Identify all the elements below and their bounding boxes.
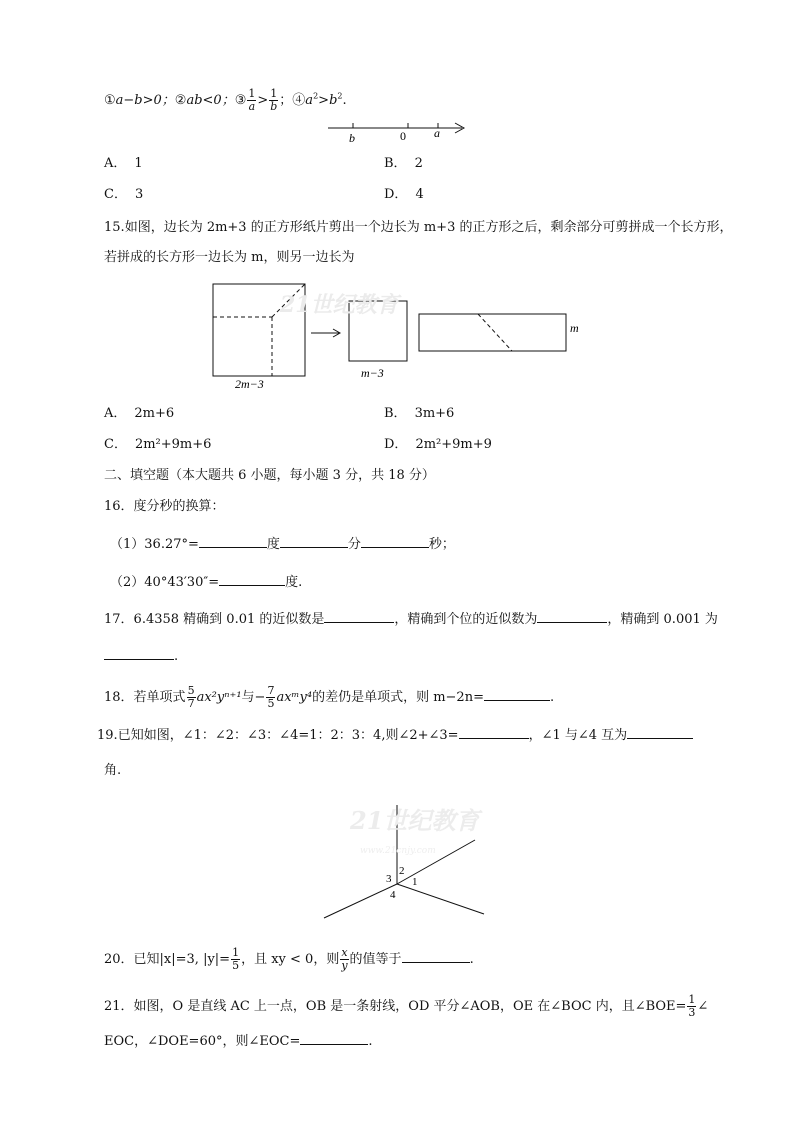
q16-part-1 [110, 533, 455, 554]
q16-p1-blank-sec[interactable] [361, 533, 429, 548]
watermark-text: 21世纪教育 [280, 292, 399, 318]
q15-figure [208, 280, 598, 390]
number-line-label-b: b [349, 131, 355, 145]
q20-frac-x-y: $\frac{x}{y}$ [341, 946, 348, 972]
watermark-q15 [280, 292, 399, 318]
q21-text-1: 如图，O 是直线 AC 上一点，OB 是一条射线，OD 平分∠AOB，OE 在∠BOC 内，且∠BOE= [133, 999, 687, 1014]
q18-frac-5-7: $\frac{5}{7}$ [187, 684, 195, 710]
option-value: 2m²+9m+6 [134, 437, 212, 452]
q21-text-2: EOC，∠DOE=60°，则∠EOC= [104, 1034, 301, 1049]
q16-p1-unit-sec: 秒； [428, 537, 455, 552]
q15-option-d[interactable] [384, 436, 492, 454]
q14-s1-marker: ① [104, 93, 116, 108]
q19-text-1: 已知如图，∠1：∠2：∠3：∠4=1：2：3：4,则∠2+∠3= [117, 728, 459, 743]
angle-label-2: 2 [399, 865, 405, 877]
q16-p2-blank[interactable] [219, 571, 285, 586]
q15-line-1 [104, 219, 732, 237]
option-value: 2m²+9m+9 [415, 437, 492, 452]
q15-option-b[interactable] [384, 405, 454, 423]
q14-frac-1-over-a: $\frac{1}{a}$ [248, 87, 256, 113]
q20-number: 20． [104, 952, 134, 967]
q18-line [104, 685, 554, 710]
q14-s4-b: b [329, 93, 338, 108]
q20-text-3: 的值等于 [349, 952, 402, 967]
watermark-sub: www.21cnjy.com [360, 846, 436, 856]
q18-term-2: axᵐy⁴ [276, 690, 313, 705]
option-letter: D． [384, 437, 408, 452]
q16-title [104, 498, 225, 516]
q18-text-2: 与− [241, 690, 266, 705]
option-letter: C． [104, 187, 127, 202]
option-value: 2m+6 [134, 406, 175, 421]
q14-frac-1-over-b: $\frac{1}{b}$ [270, 87, 278, 113]
q14-statement-1: a−b>0； [115, 93, 175, 108]
q17-number: 17． [104, 612, 134, 627]
q16-part-2 [110, 571, 302, 592]
angle-label-4: 4 [390, 889, 396, 901]
q17-blank-2[interactable] [537, 608, 607, 623]
q15-text-1: 如图，边长为 2m+3 的正方形纸片剪出一个边长为 m+3 的正方形之后，剩余部分可剪拼成一个长方形， [124, 220, 733, 235]
q14-s3-op: > [257, 93, 269, 108]
q18-blank[interactable] [484, 686, 550, 701]
q21-line-1 [104, 994, 708, 1019]
option-value: 3m+6 [414, 406, 455, 421]
q15-option-a[interactable] [104, 405, 174, 423]
angle-label-3: 3 [386, 873, 392, 885]
option-letter: B． [384, 156, 407, 171]
q14-s2-marker: ② [174, 93, 187, 108]
q16-p2-label: （2）40°43′30″= [110, 575, 220, 590]
label-m: m [570, 321, 579, 335]
q16-p1-label: （1）36.27°= [110, 537, 199, 552]
number-line-figure [328, 120, 468, 148]
section-2-title: 二、填空题（本大题共 6 小题，每小题 3 分，共 18 分） [104, 468, 435, 483]
q14-option-a[interactable] [104, 155, 143, 173]
q18-text-3: 的差仍是单项式，则 m−2n= [312, 690, 484, 705]
q20-frac-1-5: $\frac{1}{5}$ [232, 946, 240, 972]
q15-text-2: 若拼成的长方形一边长为 m，则另一边长为 [104, 250, 355, 265]
option-letter: A． [104, 406, 127, 421]
q20-line [104, 947, 474, 972]
option-value: 2 [414, 156, 423, 171]
q17-blank-1[interactable] [324, 608, 394, 623]
watermark-text: 21世纪教育 [350, 806, 480, 835]
q19-number: 19. [97, 728, 118, 743]
q20-end: . [469, 952, 474, 967]
q16-p2-unit: 度. [285, 575, 303, 590]
q21-text-1-end: ∠ [697, 999, 709, 1014]
q15-line-2 [104, 249, 354, 267]
q14-s4-a: a [305, 93, 314, 108]
q21-end: . [368, 1034, 373, 1049]
q17-line-1 [104, 608, 718, 629]
option-value: 4 [415, 187, 424, 202]
q14-s4-exp-a: 2 [313, 91, 319, 101]
q21-frac-1-3: $\frac{1}{3}$ [688, 993, 696, 1019]
q14-s4-marker: ④ [292, 93, 306, 108]
label-2m-minus-3: 2m−3 [235, 377, 264, 391]
q14-option-b[interactable] [384, 155, 423, 173]
q16-p1-blank-min[interactable] [280, 533, 348, 548]
q20-text-2: ，且 xy < 0，则 [241, 952, 340, 967]
q14-s3-sep: ； [279, 93, 293, 108]
q19-blank-1[interactable] [459, 724, 529, 739]
ray-lower-right [397, 884, 484, 914]
number-line-label-a: a [434, 126, 440, 140]
option-letter: D． [384, 187, 408, 202]
q17-text-1: 6.4358 精确到 0.01 的近似数是 [133, 612, 325, 627]
q18-text-1: 若单项式 [133, 690, 186, 705]
q17-blank-3[interactable] [104, 645, 174, 660]
option-letter: A． [104, 156, 127, 171]
q16-p1-blank-deg[interactable] [199, 533, 267, 548]
q14-s4-end: . [342, 93, 347, 108]
q14-s4-exp-b: 2 [337, 91, 343, 101]
q18-frac-7-5: $\frac{7}{5}$ [267, 684, 275, 710]
q16-number: 16． [104, 499, 134, 514]
q14-option-c[interactable] [104, 186, 143, 204]
q21-number: 21． [104, 999, 134, 1014]
q15-option-c[interactable] [104, 436, 211, 454]
q14-s4-op: > [318, 93, 330, 108]
watermark-q19-sub [360, 842, 436, 860]
q18-end: . [549, 690, 555, 705]
option-value: 1 [134, 156, 143, 171]
rect-cut-line [478, 314, 512, 351]
number-line-label-zero: 0 [400, 129, 406, 143]
q15-number: 15. [104, 220, 125, 235]
q21-blank[interactable] [300, 1030, 368, 1045]
q20-blank[interactable] [402, 948, 470, 963]
option-letter: B． [384, 406, 407, 421]
option-value: 3 [134, 187, 144, 202]
q18-term-1: ax²yⁿ⁺¹ [196, 690, 242, 705]
q14-s3-marker: ③ [234, 93, 247, 108]
q14-option-d[interactable] [384, 186, 424, 204]
q16-p1-unit-deg: 度 [266, 537, 280, 552]
q19-blank-2[interactable] [627, 724, 693, 739]
q19-line-2: 角. [104, 763, 122, 778]
q17-text-2: ，精确到个位的近似数为 [394, 612, 538, 627]
q17-line-2 [104, 645, 178, 666]
label-m-minus-3: m−3 [361, 366, 384, 380]
ray-lower-left [324, 884, 397, 918]
q17-end: . [174, 649, 179, 664]
angle-label-1: 1 [412, 876, 418, 888]
q16-p1-unit-min: 分 [347, 537, 361, 552]
q21-line-2 [104, 1030, 373, 1051]
q17-text-3: ，精确到 0.001 为 [607, 612, 718, 627]
option-letter: C． [104, 437, 127, 452]
q20-text-1: 已知|x|=3, |y|= [133, 952, 231, 967]
q19-line-1 [97, 724, 693, 745]
q19-text-2: ，∠1 与∠4 互为 [528, 728, 628, 743]
watermark-q19 [350, 806, 480, 835]
q16-text: 度分秒的换算： [133, 499, 225, 514]
q18-number: 18． [104, 690, 134, 705]
q14-statements [104, 88, 347, 113]
q14-statement-2: ab<0； [186, 93, 235, 108]
long-rectangle [419, 314, 566, 351]
